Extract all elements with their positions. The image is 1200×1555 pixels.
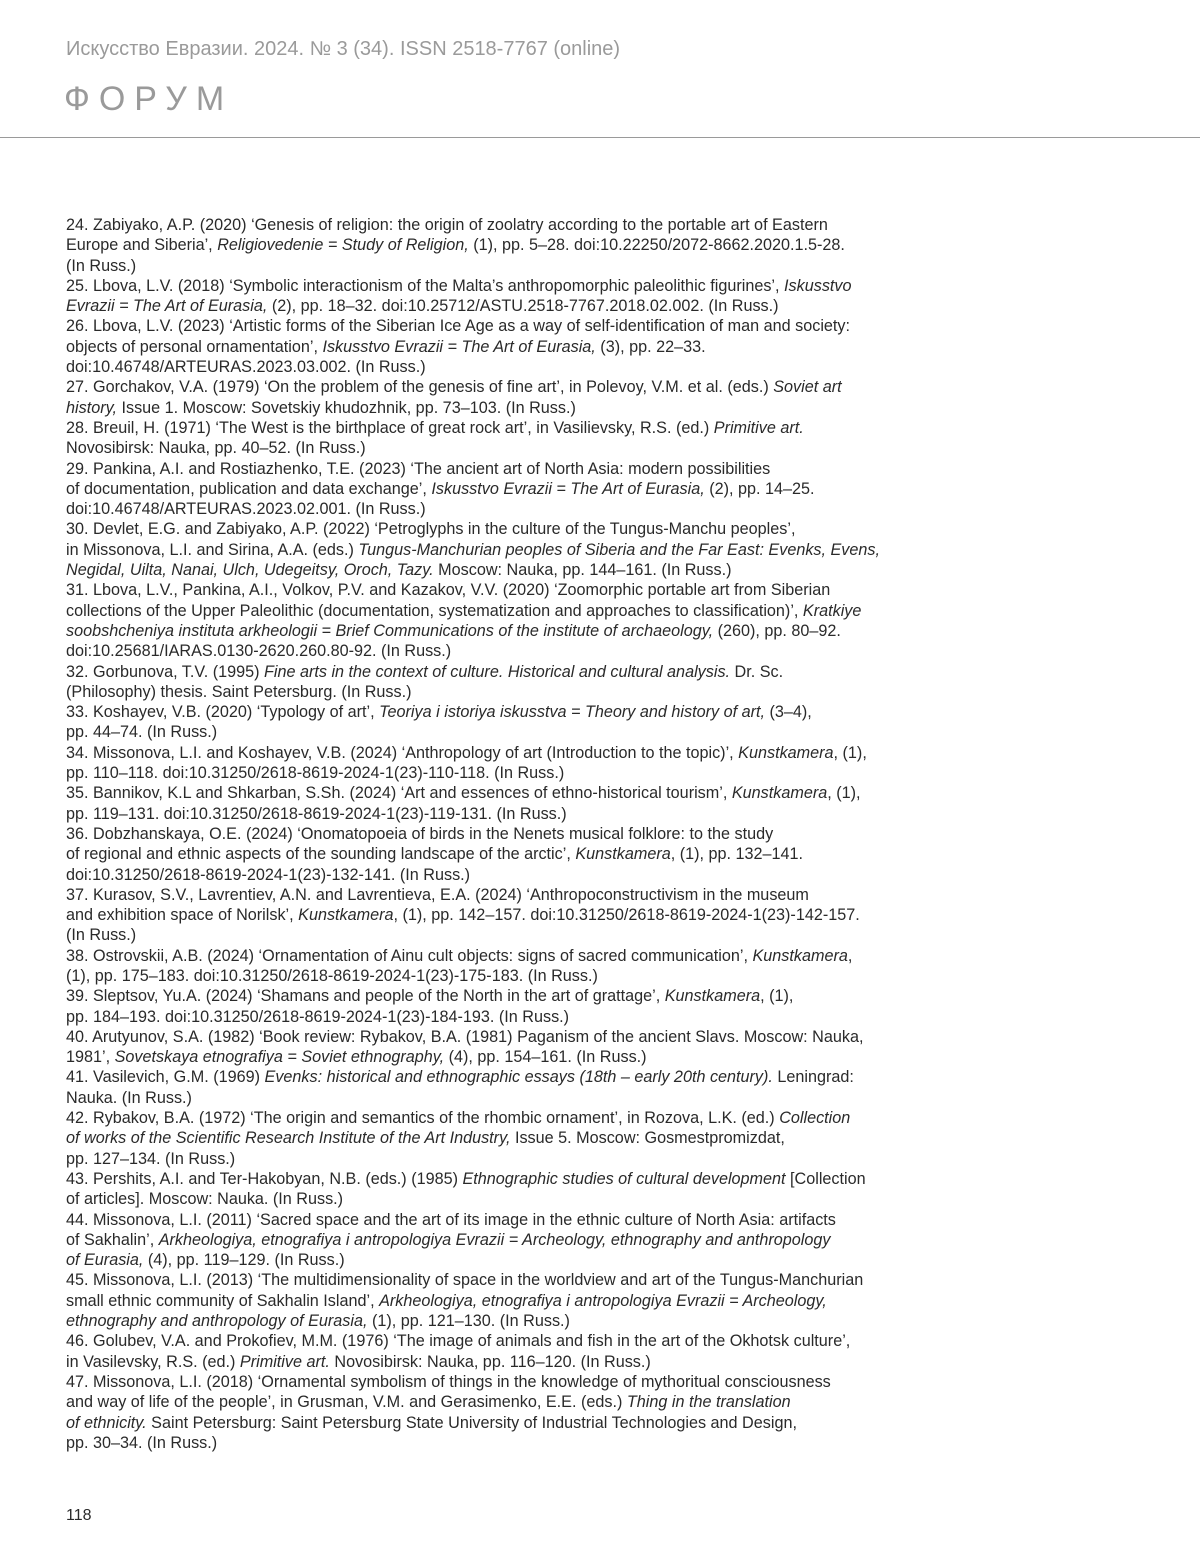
reference-text: 46. Golubev, V.A. and Prokofiev, M.M. (1976) ‘The image of animals and fish in the art of the Okhotsk culture’, bbox=[66, 1332, 851, 1351]
reference-text: , (1), pp. 142–157. doi:10.31250/2618-8619-2024-1(23)-142-157. bbox=[393, 906, 860, 925]
reference-text: 47. Missonova, L.I. (2018) ‘Ornamental symbolism of things in the knowledge of mythoritual consciousness bbox=[66, 1372, 831, 1391]
reference-italic-title: Kunstkamera bbox=[738, 743, 834, 762]
reference-text: (In Russ.) bbox=[66, 926, 137, 945]
reference-entry bbox=[66, 824, 971, 885]
reference-text: of Sakhalin’, bbox=[66, 1230, 159, 1249]
reference-entry bbox=[66, 215, 971, 276]
reference-text: pp. 30–34. (In Russ.) bbox=[66, 1433, 218, 1452]
reference-text: 25. Lbova, L.V. (2018) ‘Symbolic interactionism of the Malta’s anthropomorphic paleolithic figurines’, bbox=[66, 276, 785, 295]
reference-text: 26. Lbova, L.V. (2023) ‘Artistic forms of the Siberian Ice Age as a way of self-identification of man and society: bbox=[66, 317, 851, 336]
reference-text: Moscow: Nauka, pp. 144–161. (In Russ.) bbox=[433, 561, 732, 580]
reference-italic-title: Arkheologiya, etnografiya i antropologiya Evrazii = Archeology, ethnography and anthropology bbox=[158, 1230, 831, 1249]
reference-text: 34. Missonova, L.I. and Koshayev, V.B. (2024) ‘Anthropology of art (Introduction to the topic)’, bbox=[66, 743, 739, 762]
reference-text: 32. Gorbunova, T.V. (1995) bbox=[66, 662, 264, 681]
reference-italic-title: Evenks: historical and ethnographic essays (18th – early 20th century). bbox=[264, 1068, 773, 1087]
journal-title: Искусство Евразии. 2024. № 3 (34). ISSN 2518-7767 (online) bbox=[66, 38, 621, 60]
reference-text: 1981’, bbox=[66, 1048, 115, 1067]
reference-text: (3), pp. 22–33. bbox=[595, 337, 706, 356]
reference-text: , bbox=[847, 946, 853, 965]
reference-entry bbox=[66, 276, 971, 317]
reference-text: collections of the Upper Paleolithic (documentation, systematization and approaches to classification)’, bbox=[66, 601, 803, 620]
reference-text: pp. 127–134. (In Russ.) bbox=[66, 1149, 236, 1168]
reference-italic-title: of works of the Scientific Research Institute of the Art Industry, bbox=[66, 1129, 511, 1148]
reference-text: pp. 110–118. doi:10.31250/2618-8619-2024-1(23)-110-118. (In Russ.) bbox=[66, 764, 565, 783]
reference-entry bbox=[66, 1108, 971, 1169]
reference-entry bbox=[66, 316, 971, 377]
reference-text: 39. Sleptsov, Yu.A. (2024) ‘Shamans and people of the North in the art of grattage’, bbox=[66, 987, 665, 1006]
reference-text: 31. Lbova, L.V., Pankina, A.I., Volkov, P.V. and Kazakov, V.V. (2020) ‘Zoomorphic portable art from Siberian bbox=[66, 581, 831, 600]
reference-entry bbox=[66, 459, 971, 520]
reference-text: (1), pp. 121–130. (In Russ.) bbox=[367, 1312, 570, 1331]
reference-text: [Collection bbox=[785, 1169, 866, 1188]
reference-italic-title: Kratkiye bbox=[802, 601, 862, 620]
reference-text: (260), pp. 80–92. bbox=[713, 621, 841, 640]
reference-entry bbox=[66, 885, 971, 946]
reference-text: Dr. Sc. bbox=[730, 662, 784, 681]
header-divider bbox=[0, 137, 1200, 138]
reference-text: objects of personal ornamentation’, bbox=[66, 337, 323, 356]
reference-italic-title: Kunstkamera bbox=[664, 987, 761, 1006]
reference-entry bbox=[66, 418, 971, 459]
reference-text: in Vasilevsky, R.S. (ed.) bbox=[66, 1352, 240, 1371]
reference-text: Novosibirsk: Nauka, pp. 116–120. (In Russ.) bbox=[329, 1352, 651, 1371]
reference-text: 36. Dobzhanskaya, O.E. (2024) ‘Onomatopoeia of birds in the Nenets musical folklore: to the study bbox=[66, 824, 774, 843]
reference-entry bbox=[66, 1270, 971, 1331]
reference-text: , (1), pp. 132–141. bbox=[670, 845, 804, 864]
reference-text: (1), pp. 175–183. doi:10.31250/2618-8619-2024-1(23)-175-183. (In Russ.) bbox=[66, 966, 598, 985]
reference-text: of articles]. Moscow: Nauka. (In Russ.) bbox=[66, 1190, 344, 1209]
reference-text: doi:10.46748/ARTEURAS.2023.03.002. (In Russ.) bbox=[66, 358, 426, 377]
reference-italic-title: Kunstkamera bbox=[752, 946, 848, 965]
reference-text: 35. Bannikov, K.L and Shkarban, S.Sh. (2024) ‘Art and essences of ethno-historical tourism’, bbox=[66, 784, 732, 803]
reference-text: doi:10.31250/2618-8619-2024-1(23)-132-141. (In Russ.) bbox=[66, 865, 471, 884]
reference-italic-title: Arkheologiya, etnografiya i antropologiya Evrazii = Archeology, bbox=[379, 1291, 827, 1310]
reference-entry bbox=[66, 519, 971, 580]
reference-text: 45. Missonova, L.I. (2013) ‘The multidimensionality of space in the worldview and art of the Tungus-Manchurian bbox=[66, 1271, 864, 1290]
reference-text: Issue 5. Moscow: Gosmestpromizdat, bbox=[510, 1129, 785, 1148]
section-title: ФОРУМ bbox=[64, 80, 234, 118]
reference-text: 41. Vasilevich, G.M. (1969) bbox=[66, 1068, 265, 1087]
reference-text: (4), pp. 154–161. (In Russ.) bbox=[444, 1048, 647, 1067]
reference-entry bbox=[66, 1331, 971, 1372]
reference-italic-title: Evrazii = The Art of Eurasia, bbox=[66, 297, 268, 316]
reference-text: Europe and Siberia’, bbox=[66, 236, 218, 255]
reference-text: , (1), bbox=[833, 743, 867, 762]
reference-italic-title: soobshcheniya instituta arkheologii = Brief Communications of the institute of archaeology, bbox=[66, 621, 714, 640]
reference-text: 37. Kurasov, S.V., Lavrentiev, A.N. and Lavrentieva, E.A. (2024) ‘Anthropoconstructivism in the museum bbox=[66, 885, 809, 904]
page-number: 118 bbox=[66, 1507, 92, 1524]
reference-text: Novosibirsk: Nauka, pp. 40–52. (In Russ.) bbox=[66, 439, 366, 458]
reference-text: 40. Arutyunov, S.A. (1982) ‘Book review: Rybakov, B.A. (1981) Paganism of the ancient Slavs. Moscow: Nauka, bbox=[66, 1027, 864, 1046]
reference-text: Leningrad: bbox=[772, 1068, 854, 1087]
reference-text: (In Russ.) bbox=[66, 256, 137, 275]
reference-italic-title: Ethnographic studies of cultural development bbox=[462, 1169, 786, 1188]
reference-italic-title: Tungus-Manchurian peoples of Siberia and the Far East: Evenks, Evens, bbox=[358, 540, 881, 559]
reference-text: Saint Petersburg: Saint Petersburg State University of Industrial Technologies and Design, bbox=[146, 1413, 797, 1432]
reference-text: 38. Ostrovskii, A.B. (2024) ‘Ornamentation of Ainu cult objects: signs of sacred communication’, bbox=[66, 946, 753, 965]
reference-text: 28. Breuil, H. (1971) ‘The West is the birthplace of great rock art’, in Vasilievsky, R.S. (ed.) bbox=[66, 418, 714, 437]
reference-entry bbox=[66, 743, 971, 784]
reference-text: (Philosophy) thesis. Saint Petersburg. (In Russ.) bbox=[66, 682, 412, 701]
reference-italic-title: Kunstkamera bbox=[298, 906, 394, 925]
reference-entry bbox=[66, 1067, 971, 1108]
reference-text: doi:10.46748/ARTEURAS.2023.02.001. (In Russ.) bbox=[66, 500, 426, 519]
reference-text: (3–4), bbox=[764, 703, 812, 722]
reference-text: Nauka. (In Russ.) bbox=[66, 1088, 192, 1107]
reference-text: of documentation, publication and data exchange’, bbox=[66, 479, 432, 498]
reference-list bbox=[66, 215, 971, 1453]
reference-entry bbox=[66, 946, 971, 987]
reference-text: 33. Koshayev, V.B. (2020) ‘Typology of art’, bbox=[66, 703, 380, 722]
reference-italic-title: Soviet art bbox=[773, 378, 842, 397]
reference-text: 24. Zabiyako, A.P. (2020) ‘Genesis of religion: the origin of zoolatry according to the portable art of Eastern bbox=[66, 216, 828, 234]
reference-entry bbox=[66, 783, 971, 824]
reference-italic-title: ethnography and anthropology of Eurasia, bbox=[66, 1312, 368, 1331]
reference-italic-title: Negidal, Uilta, Nanai, Ulch, Udegeitsy, Oroch, Tazy. bbox=[66, 561, 434, 580]
reference-entry bbox=[66, 1027, 971, 1068]
reference-italic-title: Iskusstvo Evrazii = The Art of Eurasia, bbox=[431, 479, 705, 498]
reference-italic-title: Thing in the translation bbox=[626, 1393, 791, 1412]
reference-italic-title: of ethnicity. bbox=[66, 1413, 147, 1432]
reference-text: 29. Pankina, A.I. and Rostiazhenko, T.E. (2023) ‘The ancient art of North Asia: modern possibilities bbox=[66, 459, 771, 478]
reference-entry bbox=[66, 1169, 971, 1210]
reference-text: and exhibition space of Norilsk’, bbox=[66, 906, 299, 925]
reference-italic-title: Fine arts in the context of culture. Historical and cultural analysis. bbox=[263, 662, 731, 681]
reference-text: 30. Devlet, E.G. and Zabiyako, A.P. (2022) ‘Petroglyphs in the culture of the Tungus-Manchu peoples’, bbox=[66, 520, 796, 539]
reference-italic-title: Primitive art. bbox=[713, 418, 804, 437]
reference-italic-title: Iskusstvo bbox=[784, 276, 852, 295]
reference-italic-title: Primitive art. bbox=[239, 1352, 330, 1371]
reference-text: doi:10.25681/IARAS.0130-2620.260.80-92. (In Russ.) bbox=[66, 642, 452, 661]
reference-text: , (1), bbox=[760, 987, 794, 1006]
reference-entry bbox=[66, 1210, 971, 1271]
reference-italic-title: Iskusstvo Evrazii = The Art of Eurasia, bbox=[322, 337, 596, 356]
reference-text: and way of life of the people’, in Grusman, V.M. and Gerasimenko, E.E. (eds.) bbox=[66, 1393, 627, 1412]
reference-entry bbox=[66, 580, 971, 661]
reference-text: 42. Rybakov, B.A. (1972) ‘The origin and semantics of the rhombic ornament’, in Rozova, L.K. (ed.) bbox=[66, 1109, 780, 1128]
reference-entry bbox=[66, 986, 971, 1027]
reference-text: , (1), bbox=[827, 784, 861, 803]
reference-italic-title: Sovetskaya etnografiya = Soviet ethnography, bbox=[114, 1048, 445, 1067]
reference-text: (2), pp. 14–25. bbox=[704, 479, 815, 498]
reference-text: (2), pp. 18–32. doi:10.25712/ASTU.2518-7767.2018.02.002. (In Russ.) bbox=[267, 297, 779, 316]
reference-italic-title: history, bbox=[66, 398, 117, 417]
reference-italic-title: Kunstkamera bbox=[575, 845, 671, 864]
reference-italic-title: of Eurasia, bbox=[66, 1251, 144, 1270]
reference-text: pp. 184–193. doi:10.31250/2618-8619-2024-1(23)-184-193. (In Russ.) bbox=[66, 1007, 570, 1026]
reference-text: 44. Missonova, L.I. (2011) ‘Sacred space and the art of its image in the ethnic culture of North Asia: artifacts bbox=[66, 1210, 836, 1229]
reference-italic-title: Collection bbox=[779, 1109, 851, 1128]
reference-text: of regional and ethnic aspects of the sounding landscape of the arctic’, bbox=[66, 845, 576, 864]
reference-text: in Missonova, L.I. and Sirina, A.A. (eds.) bbox=[66, 540, 359, 559]
reference-text: pp. 44–74. (In Russ.) bbox=[66, 723, 218, 742]
reference-text: 27. Gorchakov, V.A. (1979) ‘On the problem of the genesis of fine art’, in Polevoy, V.M. et al. (eds.) bbox=[66, 378, 774, 397]
reference-italic-title: Kunstkamera bbox=[731, 784, 828, 803]
reference-text: Issue 1. Moscow: Sovetskiy khudozhnik, pp. 73–103. (In Russ.) bbox=[116, 398, 576, 417]
reference-entry bbox=[66, 662, 971, 703]
reference-text: small ethnic community of Sakhalin Island’, bbox=[66, 1291, 380, 1310]
reference-italic-title: Teoriya i istoriya iskusstva = Theory and history of art, bbox=[379, 703, 765, 722]
reference-entry bbox=[66, 1372, 971, 1453]
reference-italic-title: Religiovedenie = Study of Religion, bbox=[217, 236, 469, 255]
reference-text: (1), pp. 5–28. doi:10.22250/2072-8662.2020.1.5-28. bbox=[468, 236, 845, 255]
reference-entry bbox=[66, 702, 971, 743]
reference-text: pp. 119–131. doi:10.31250/2618-8619-2024-1(23)-119-131. (In Russ.) bbox=[66, 804, 567, 823]
reference-entry bbox=[66, 377, 971, 418]
reference-text: (4), pp. 119–129. (In Russ.) bbox=[143, 1251, 345, 1270]
reference-text: 43. Pershits, A.I. and Ter-Hakobyan, N.B. (eds.) (1985) bbox=[66, 1169, 463, 1188]
